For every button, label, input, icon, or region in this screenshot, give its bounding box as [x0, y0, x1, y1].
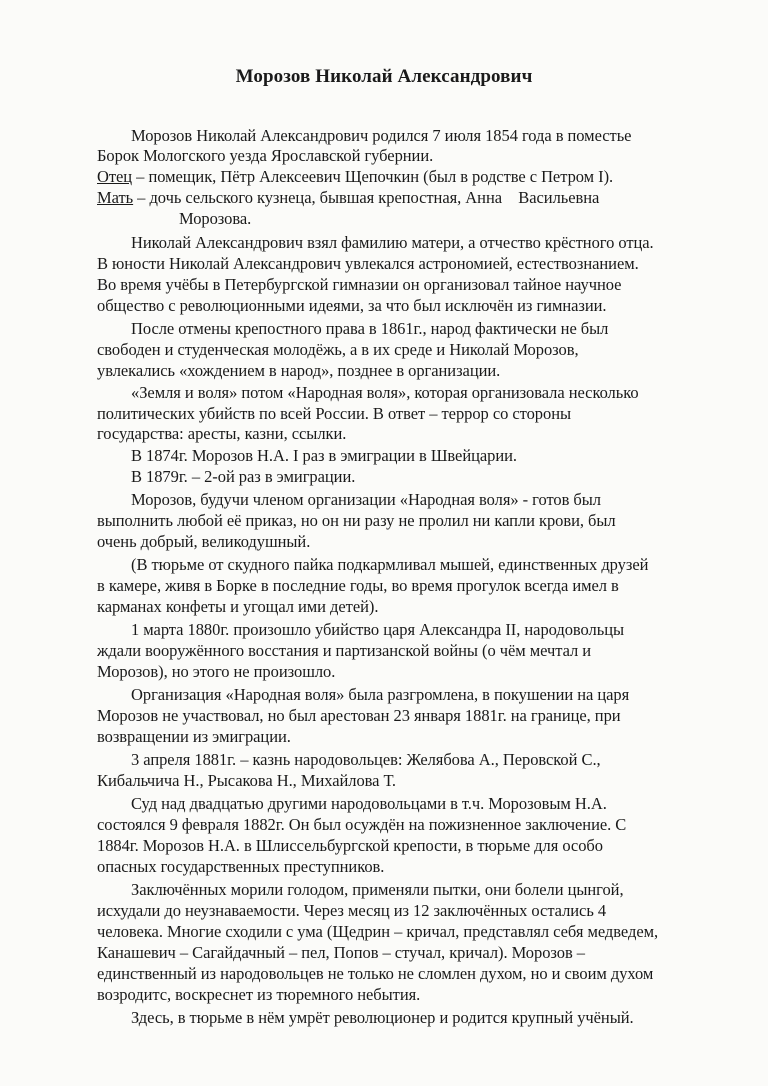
text-line: общество с революционными идеями, за что был исключён из гимназии. — [97, 296, 607, 315]
text-line: опасных государственных преступников. — [97, 857, 385, 876]
text-line: Борок Мологского уезда Ярославской губернии. — [97, 146, 434, 165]
text-line: Николай Александрович взял фамилию матери, а отчество крёстного отца. — [131, 233, 654, 252]
text-line: Организация «Народная воля» была разгромлена, в покушении на царя — [131, 685, 630, 704]
text-line: 3 апреля 1881г. – казнь народовольцев: Желябова А., Перовской С., — [131, 750, 601, 769]
text-line: 1884г. Морозов Н.А. в Шлиссельбургской крепости, в тюрьме для особо — [97, 836, 603, 855]
text-line: После отмены крепостного права в 1861г., народ фактически не был — [131, 319, 609, 338]
text-line: В 1874г. Морозов Н.А. I раз в эмиграции в Швейцарии. — [131, 446, 518, 465]
text-line: единственный из народовольцев не только не сломлен духом, но и своим духом — [97, 964, 654, 983]
text-line: Морозов Николай Александрович родился 7 июля 1854 года в поместье — [131, 126, 632, 145]
mother-text: – дочь сельского кузнеца, бывшая крепостная, Анна Васильевна — [133, 188, 600, 207]
text-line: Морозов, будучи членом организации «Народная воля» - готов был — [131, 490, 601, 509]
text-line: человека. Многие сходили с ума (Щедрин – кричал, представлял себя медведем, — [97, 922, 659, 941]
text-line: Канашевич – Сагайдачный – пел, Попов – стучал, кричал). Морозов – — [97, 943, 585, 962]
text-line: Суд над двадцатью другими народовольцами в т.ч. Морозовым Н.А. — [131, 794, 607, 813]
text-line: карманах конфеты и угощал ими детей). — [97, 597, 379, 616]
text-line: Морозов не участвовал, но был арестован 23 января 1881г. на границе, при — [97, 706, 621, 725]
text-line: «Земля и воля» потом «Народная воля», которая организовала несколько — [131, 383, 639, 402]
text-line: Заключённых морили голодом, применяли пытки, они болели цынгой, — [131, 880, 624, 899]
text-line-mother — [97, 188, 599, 208]
text-line: (В тюрьме от скудного пайка подкармливал мышей, единственных друзей — [131, 555, 649, 574]
text-line: Морозов), но этого не произошло. — [97, 662, 336, 681]
mother-label: Мать — [97, 188, 134, 207]
father-text: – помещик, Пётр Алексеевич Щепочкин (был в родстве с Петром I). — [132, 167, 614, 186]
text-line: возродитс, воскреснет из тюремного небытия. — [97, 985, 421, 1004]
document-title: Морозов Николай Александрович — [235, 66, 533, 87]
text-line: возвращении из эмиграции. — [97, 727, 291, 746]
text-line: выполнить любой её приказ, но он ни разу не пролил ни капли крови, был — [97, 511, 616, 530]
father-label: Отец — [97, 167, 133, 186]
text-line: свободен и студенческая молодёжь, а в их среде и Николай Морозов, — [97, 340, 579, 359]
text-line: государства: аресты, казни, ссылки. — [97, 424, 347, 443]
text-line: очень добрый, великодушный. — [97, 532, 311, 551]
text-line: Здесь, в тюрьме в нём умрёт революционер и родится крупный учёный. — [131, 1008, 634, 1027]
text-line: В 1879г. – 2-ой раз в эмиграции. — [131, 467, 356, 486]
text-line: ждали вооружённого восстания и партизанской войны (о чём мечтал и — [97, 641, 592, 660]
text-line: Кибальчича Н., Рысакова Н., Михайлова Т. — [97, 771, 396, 790]
text-line: Во время учёбы в Петербургской гимназии он организовал тайное научное — [97, 275, 622, 294]
text-line: 1 марта 1880г. произошло убийство царя Александра II, народовольцы — [131, 620, 625, 639]
text-line: в камере, живя в Борке в последние годы, во время прогулок всегда имел в — [97, 576, 619, 595]
text-line-father — [97, 167, 613, 187]
text-line: Морозова. — [179, 209, 252, 228]
text-line: состоялся 9 февраля 1882г. Он был осуждён на пожизненное заключение. С — [97, 815, 627, 834]
text-line: политических убийств по всей России. В ответ – террор со стороны — [97, 404, 572, 423]
text-line: В юности Николай Александрович увлекался астрономией, естествознанием. — [97, 254, 639, 273]
text-line: увлекались «хождением в народ», позднее в организации. — [97, 361, 501, 380]
text-line: исхудали до неузнаваемости. Через месяц из 12 заключённых остались 4 — [97, 901, 607, 920]
